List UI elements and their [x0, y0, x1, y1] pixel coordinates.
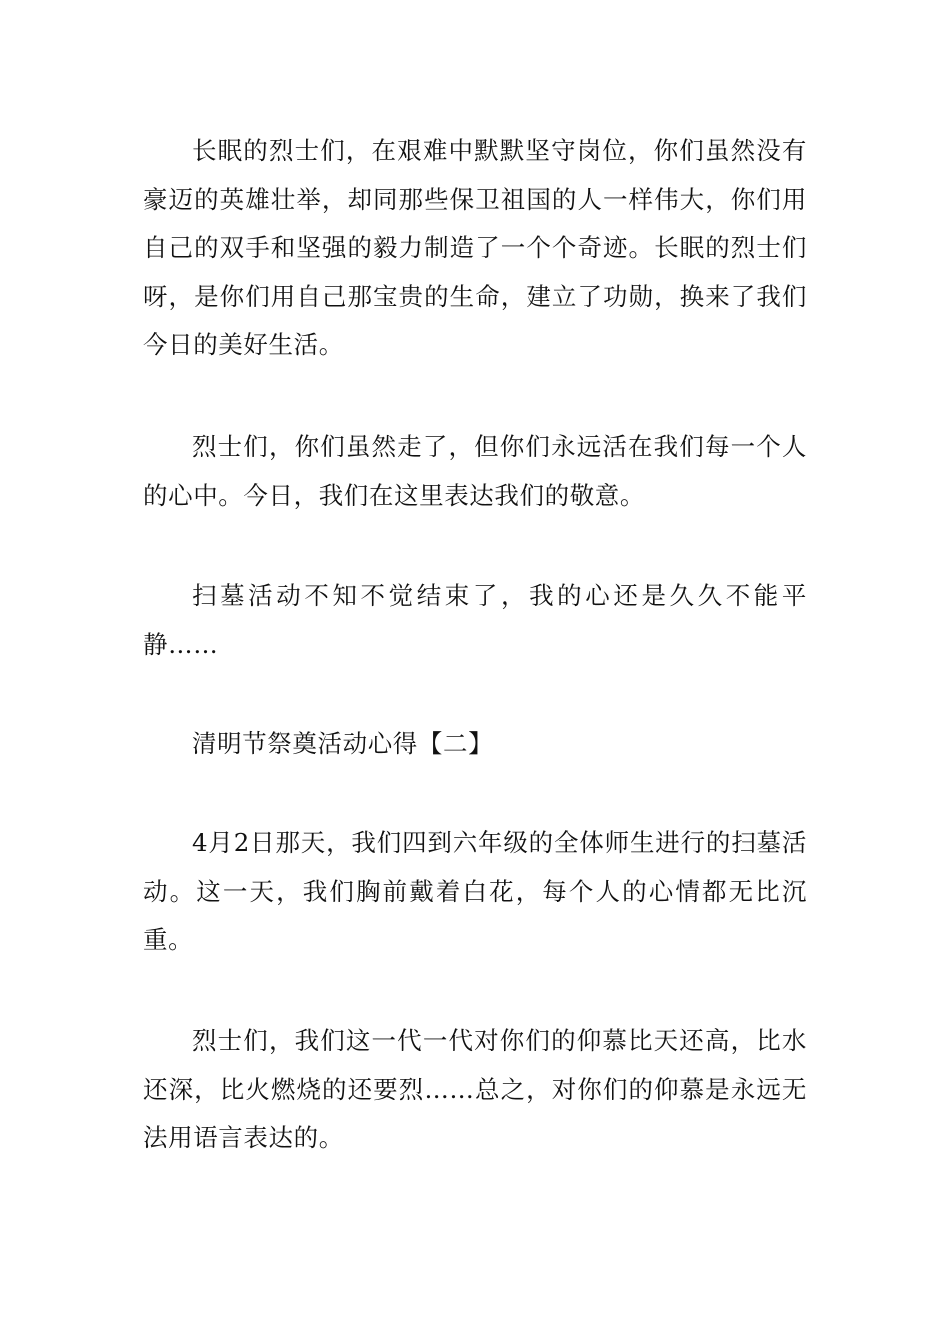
paragraph-tomb-sweeping-day: 4月2日那天，我们四到六年级的全体师生进行的扫墓活动。这一天，我们胸前戴着白花，每个人的心情都无比沉重。 [143, 828, 807, 954]
paragraph-martyrs-tribute: 长眠的烈士们，在艰难中默默坚守岗位，你们虽然没有豪迈的英雄壮举，却同那些保卫祖国的人一样伟大，你们用自己的双手和坚强的毅力制造了一个个奇迹。长眠的烈士们呀，是你们用自己那宝贵的生命，建立了功勋，换来了我们今日的美好生活。 [143, 136, 807, 359]
paragraph-martyrs-remembered: 烈士们，你们虽然走了，但你们永远活在我们每一个人的心中。今日，我们在这里表达我们的敬意。 [143, 432, 807, 510]
paragraph-activity-end: 扫墓活动不知不觉结束了，我的心还是久久不能平静…… [143, 581, 807, 659]
paragraph-admiration: 烈士们，我们这一代一代对你们的仰慕比天还高，比水还深，比火燃烧的还要烈……总之，对你们的仰慕是永远无法用语言表达的。 [143, 1026, 807, 1152]
section-heading: 清明节祭奠活动心得【二】 [192, 729, 494, 758]
